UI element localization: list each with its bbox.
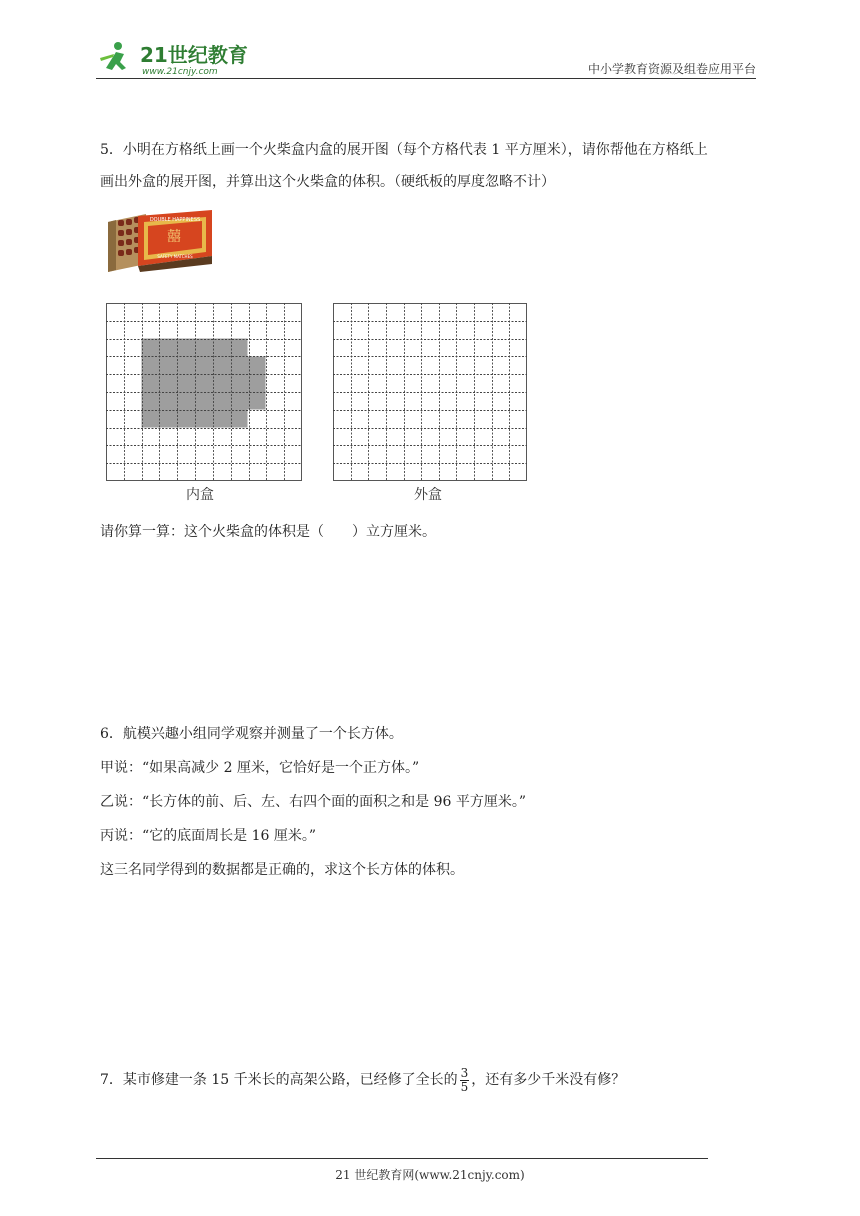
q7-frac-num: 3 [460, 1065, 469, 1080]
inner-box-label: 内盒 [186, 487, 214, 503]
site-logo [96, 38, 266, 78]
svg-text:囍: 囍 [167, 229, 181, 245]
outer-box-grid [333, 303, 527, 481]
q7-suffix: ，还有多少千米没有修？ [471, 1072, 626, 1088]
outer-box-label: 外盒 [414, 487, 442, 503]
q5-text-line1: 5．小明在方格纸上画一个火柴盒内盒的展开图（每个方格代表 1 平方厘米），请你帮他在方格纸上 [100, 142, 708, 158]
matchbox-image [104, 208, 216, 274]
logo-text: 21世纪教育 [140, 43, 248, 67]
matchbox-label: DOUBLE HAPPINESS [149, 217, 201, 223]
footer-divider [96, 1158, 708, 1159]
q6-text-line4: 丙说：“它的底面周长是 16 厘米。” [100, 828, 317, 844]
q7-text [100, 1066, 625, 1094]
q7-frac-den: 5 [460, 1079, 469, 1094]
header-divider [96, 78, 756, 79]
footer-text: 21 世纪教育网(www.21cnjy.com) [335, 1168, 525, 1182]
matchbox-label2: SAFETY MATCHES [157, 254, 193, 259]
q5-text-line2: 画出外盒的展开图，并算出这个火柴盒的体积。（硬纸板的厚度忽略不计） [100, 174, 555, 190]
q7-prefix: 7．某市修建一条 15 千米长的高架公路，已经修了全长的 [100, 1072, 458, 1088]
q6-text-line2: 甲说：“如果高减少 2 厘米，它恰好是一个正方体。” [100, 760, 420, 776]
header-tagline: 中小学教育资源及组卷应用平台 [587, 62, 756, 76]
q6-text-line3: 乙说：“长方体的前、后、左、右四个面的面积之和是 96 平方厘米。” [100, 794, 527, 810]
inner-box-grid [106, 303, 302, 481]
q7-fraction [460, 1067, 470, 1094]
q6-text-line1: 6．航模兴趣小组同学观察并测量了一个长方体。 [100, 726, 403, 742]
q6-text-line5: 这三名同学得到的数据都是正确的，求这个长方体的体积。 [100, 862, 464, 878]
logo-url: www.21cnjy.com [142, 67, 218, 77]
q5-answer-line: 请你算一算：这个火柴盒的体积是（ ）立方厘米。 [100, 524, 436, 540]
